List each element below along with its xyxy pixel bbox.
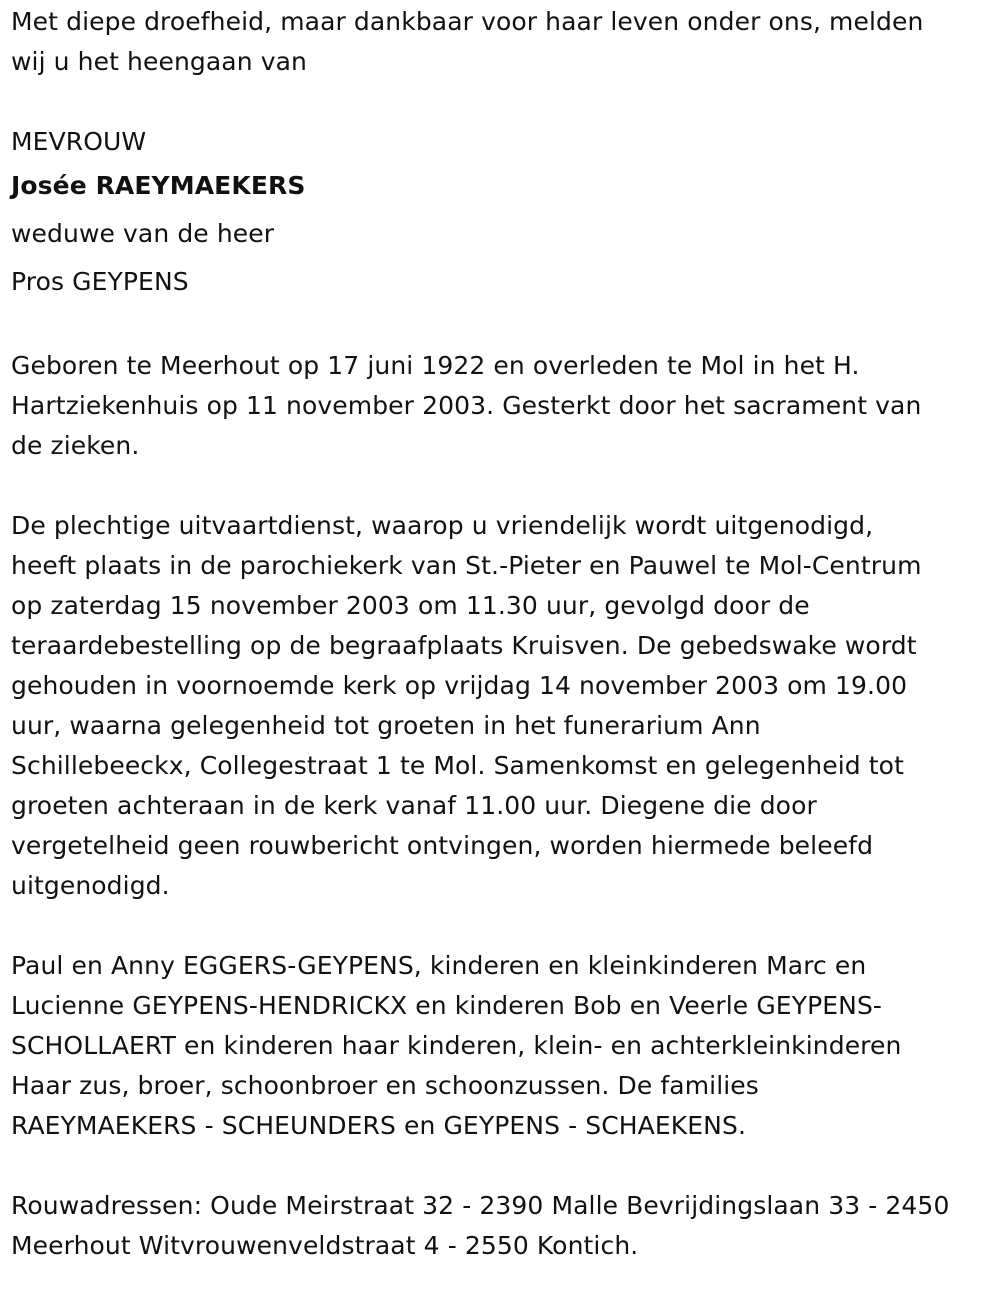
deceased-spouse: Pros GEYPENS [11,267,189,296]
ceremony-paragraph [11,506,993,906]
deceased-title: MEVROUW [11,127,147,156]
birth-death-line: de zieken. [11,431,140,460]
birth-death-paragraph [11,346,993,466]
family-line: Lucienne GEYPENS-HENDRICKX en kinderen Bob en Veerle GEYPENS- [11,991,883,1020]
ceremony-line: uitgenodigd. [11,871,170,900]
birth-death-line: Geboren te Meerhout op 17 juni 1922 en overleden te Mol in het H. [11,351,860,380]
ceremony-line: De plechtige uitvaartdienst, waarop u vriendelijk wordt uitgenodigd, [11,511,874,540]
ceremony-line: Schillebeeckx, Collegestraat 1 te Mol. Samenkomst en gelegenheid tot [11,751,904,780]
intro-line: Met diepe droefheid, maar dankbaar voor haar leven onder ons, melden [11,7,924,36]
family-line: SCHOLLAERT en kinderen haar kinderen, klein- en achterkleinkinderen [11,1031,902,1060]
ceremony-line: op zaterdag 15 november 2003 om 11.30 uur, gevolgd door de [11,591,810,620]
family-line: Haar zus, broer, schoonbroer en schoonzussen. De families [11,1071,759,1100]
ceremony-line: gehouden in voornoemde kerk op vrijdag 14 november 2003 om 19.00 [11,671,908,700]
addresses-line: Rouwadressen: Oude Meirstraat 32 - 2390 Malle Bevrijdingslaan 33 - 2450 [11,1191,950,1220]
ceremony-line: groeten achteraan in de kerk vanaf 11.00 uur. Diegene die door [11,791,817,820]
deceased-block [11,122,993,306]
family-line: Paul en Anny EGGERS-GEYPENS, kinderen en kleinkinderen Marc en [11,951,867,980]
obituary-document [11,2,993,1306]
intro-line: wij u het heengaan van [11,47,307,76]
addresses-line: Meerhout Witvrouwenveldstraat 4 - 2550 Kontich. [11,1231,639,1260]
ceremony-line: vergetelheid geen rouwbericht ontvingen, worden hiermede beleefd [11,831,874,860]
ceremony-line: heeft plaats in de parochiekerk van St.-Pieter en Pauwel te Mol-Centrum [11,551,922,580]
family-paragraph [11,946,993,1146]
addresses-paragraph [11,1186,993,1266]
birth-death-line: Hartziekenhuis op 11 november 2003. Gesterkt door het sacrament van [11,391,922,420]
deceased-relation: weduwe van de heer [11,219,275,248]
deceased-name: Josée RAEYMAEKERS [11,171,306,200]
family-line: RAEYMAEKERS - SCHEUNDERS en GEYPENS - SCHAEKENS. [11,1111,746,1140]
intro-paragraph [11,2,993,82]
ceremony-line: teraardebestelling op de begraafplaats Kruisven. De gebedswake wordt [11,631,917,660]
ceremony-line: uur, waarna gelegenheid tot groeten in het funerarium Ann [11,711,761,740]
